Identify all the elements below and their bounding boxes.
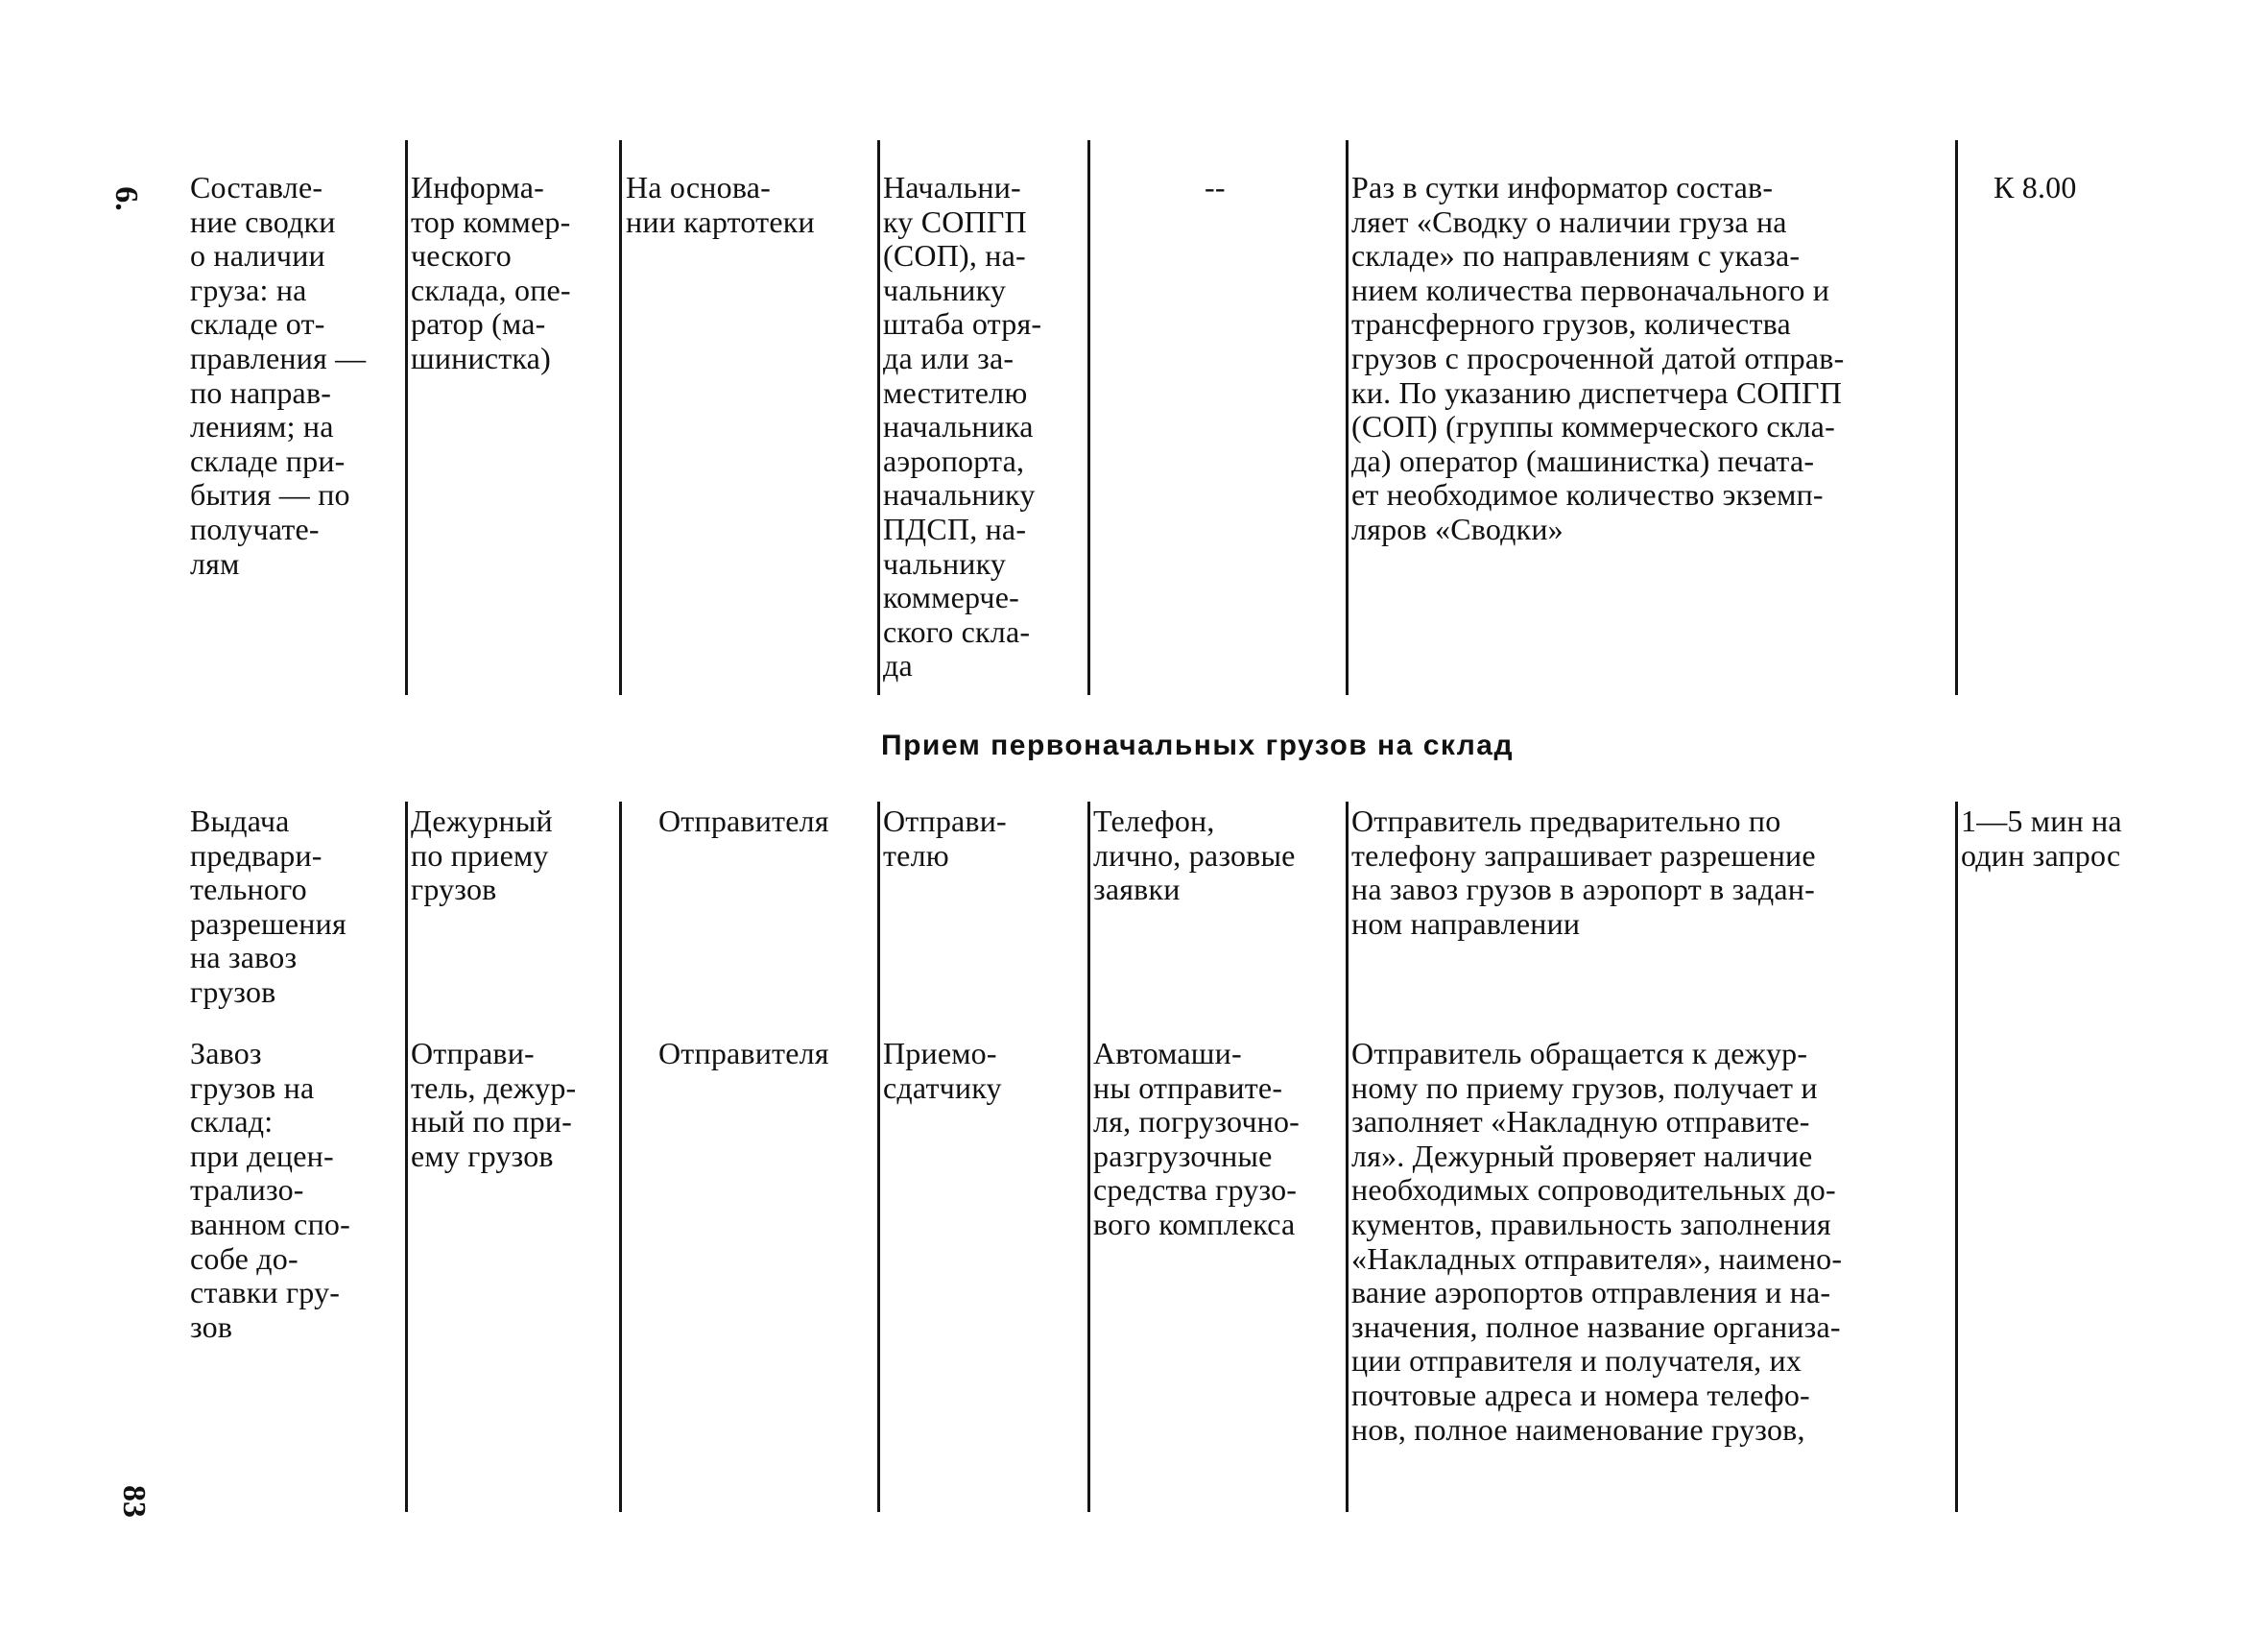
row-number: 6. xyxy=(107,186,144,211)
row6-means: -- xyxy=(1205,170,1226,204)
row-delivery-executor: Отправи- тель, дежур- ный по при- ему грузов xyxy=(411,1036,577,1173)
row-issue-means: Телефон, лично, разовые заявки xyxy=(1093,804,1296,907)
column-rule xyxy=(619,140,622,695)
row-issue-description: Отправитель предварительно по телефону запрашивает разрешение на завоз грузов в аэропорт в задан- ном направлении xyxy=(1351,804,1816,941)
row-issue-basis: Отправителя xyxy=(658,804,829,838)
row-issue-time: 1—5 мин на один запрос xyxy=(1961,804,2122,873)
row6-description: Раз в сутки информатор состав- ляет «Сводку о наличии груза на складе» по направлениям с указа- нием количества первоначального и трансферного грузов, количества грузов с просроченной датой отправ- ки. По указанию диспетчера СОПГП (СОП) (группы коммерческого скла- да) оператор (машинистка) печата- ет необходимое количество экземп- ляров «Сводки» xyxy=(1351,170,1845,546)
column-rule xyxy=(1955,802,1958,1512)
row6-basis: На основа- нии картотеки xyxy=(626,170,815,239)
row6-operation: Составле- ние сводки о наличии груза: на складе от- правления — по направ- лениям; на складе при- бытия — по получате- лям xyxy=(190,170,367,581)
column-rule xyxy=(405,140,408,695)
row6-time: К 8.00 xyxy=(1993,170,2077,204)
row-delivery-recipient: Приемо- сдатчику xyxy=(883,1036,1002,1105)
row6-executor: Информа- тор коммер- ческого склада, опе- ратор (ма- шинистка) xyxy=(411,170,571,375)
row-delivery-description: Отправитель обращается к дежур- ному по приему грузов, получает и заполняет «Накладную отправите- ля». Дежурный проверяет наличие необходимых сопроводительных до- кументов, правильность заполнения «Накладных отправителя», наимено- вание аэропортов отправления и на- значения, полное название организа- ции отправителя и получателя, их почтовые адреса и номера телефо- нов, полное наименование грузов, xyxy=(1351,1036,1843,1447)
row6-recipient: Начальни- ку СОПГП (СОП), на- чальнику штаба отря- да или за- местителю начальника аэропорта, начальнику ПДСП, на- чальнику коммерче- ского скла- да xyxy=(883,170,1042,684)
row-issue-executor: Дежурный по приему грузов xyxy=(411,804,553,907)
row-delivery-means: Автомаши- ны отправите- ля, погрузочно- разгрузочные средства грузо- вого комплекса xyxy=(1093,1036,1301,1241)
column-rule xyxy=(877,802,880,1512)
column-rule xyxy=(877,140,880,695)
row-issue-recipient: Отправи- телю xyxy=(883,804,1007,873)
column-rule xyxy=(1346,140,1349,695)
column-rule xyxy=(1346,802,1349,1512)
column-rule xyxy=(1087,802,1090,1512)
column-rule xyxy=(1955,140,1958,695)
page-number: 83 xyxy=(116,1485,152,1518)
column-rule xyxy=(1087,140,1090,695)
section-title: Прием первоначальных грузов на склад xyxy=(881,730,1515,761)
column-rule xyxy=(405,802,408,1512)
row-delivery-basis: Отправителя xyxy=(658,1036,829,1070)
row-delivery-operation: Завоз грузов на склад: при децен- трализо- ванном спо- собе до- ставки гру- зов xyxy=(190,1036,350,1344)
column-rule xyxy=(619,802,622,1512)
row-issue-operation: Выдача предвари- тельного разрешения на завоз грузов xyxy=(190,804,346,1009)
